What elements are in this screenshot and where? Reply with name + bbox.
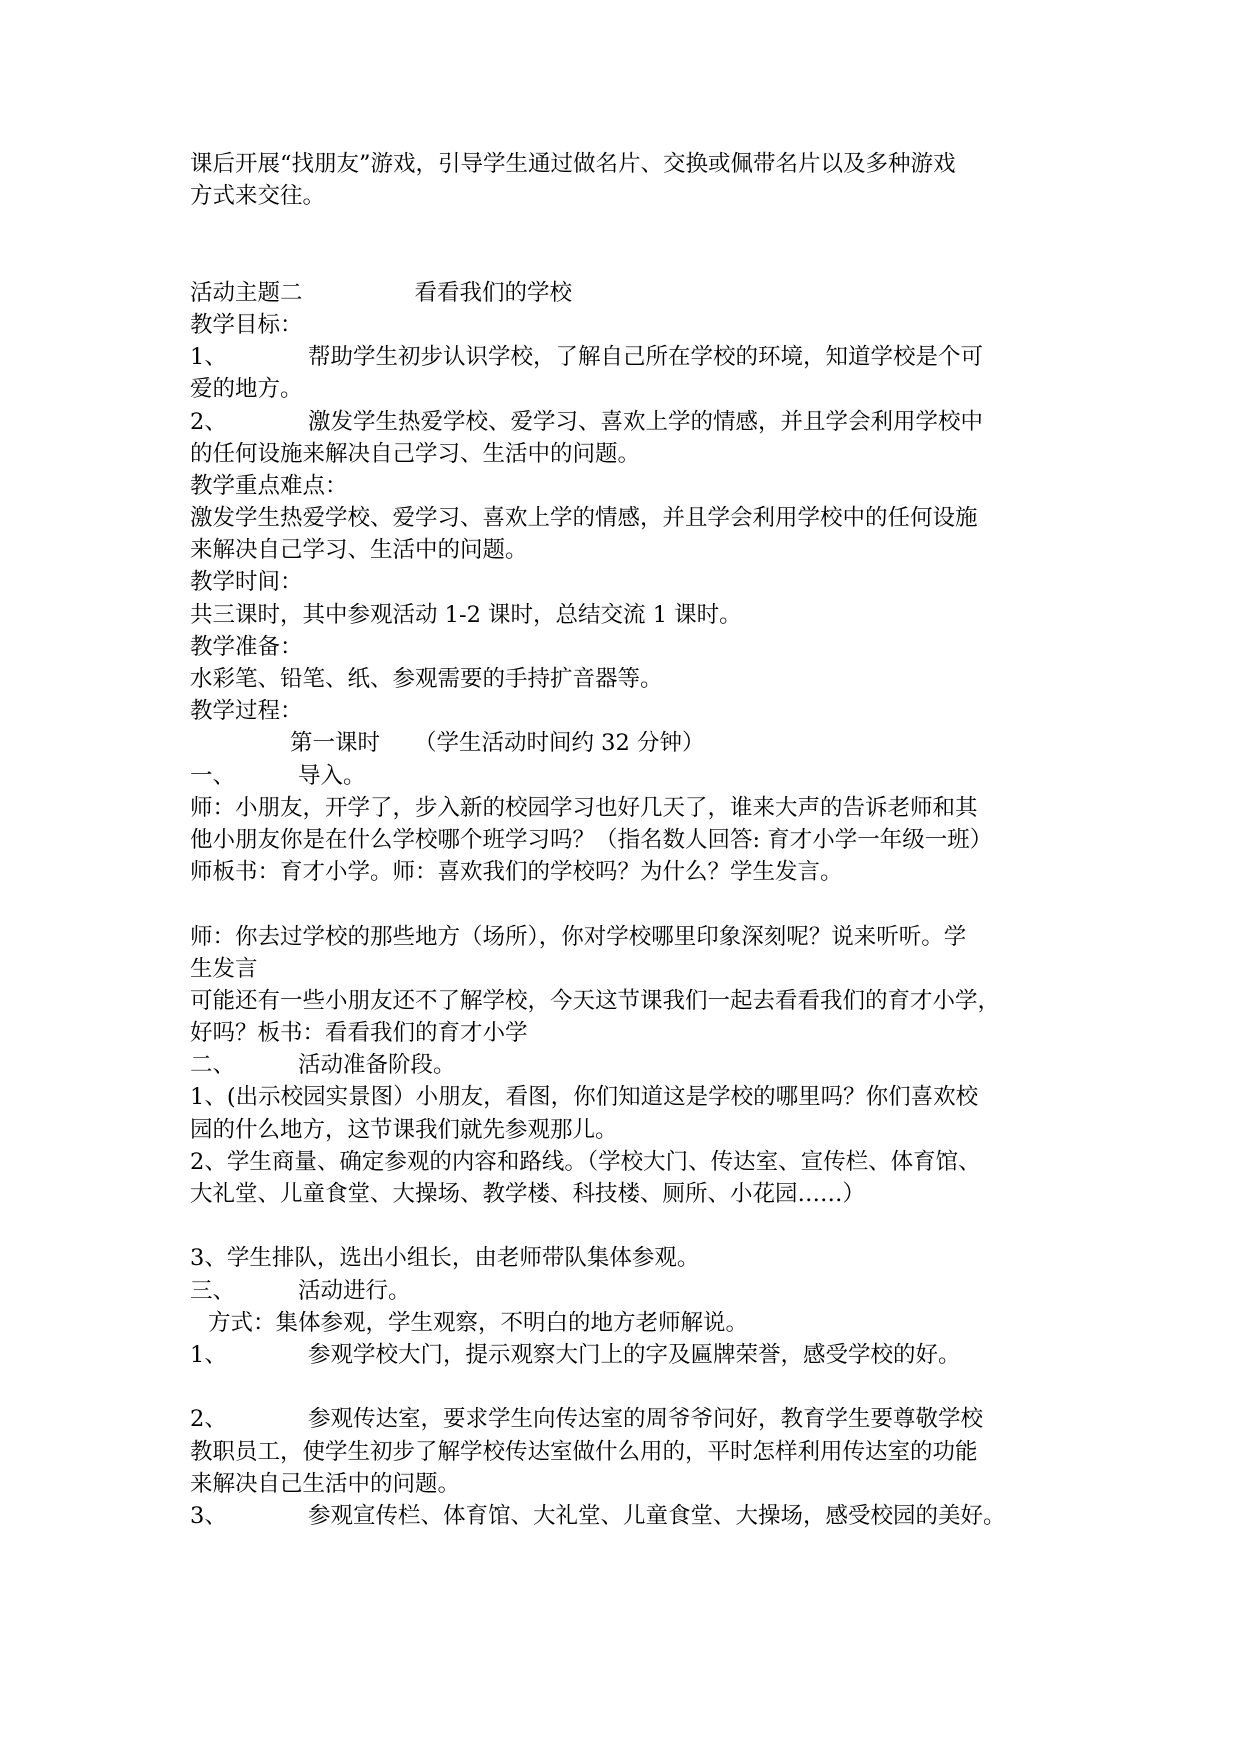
section-title: 活动进行。 [298, 1277, 411, 1304]
body-line: 园的什么地方，这节课我们就先参观那儿。 [190, 1116, 618, 1143]
process-heading: 教学过程： [190, 698, 303, 725]
section-title: 活动准备阶段。 [298, 1052, 456, 1079]
document-page [190, 148, 1070, 1532]
section-heading [190, 760, 1070, 792]
prep-text: 水彩笔、铅笔、纸、参观需要的手持扩音器等。 [190, 666, 663, 693]
visit-text: 教职员工，使学生初步了解学校传达室做什么用的，平时怎样利用传达室的功能 [190, 1438, 978, 1465]
intro-line: 课后开展“找朋友”游戏，引导学生通过做名片、交换或佩带名片以及多种游戏 [190, 151, 956, 177]
lesson-title: 第一课时 [290, 730, 381, 757]
visit-number: 2、 [190, 1406, 227, 1433]
goal-text: 爱的地方。 [190, 376, 303, 403]
section-number: 二、 [190, 1052, 236, 1079]
time-text: 共三课时，其中参观活动 1-2 课时，总结交流 1 课时。 [190, 601, 742, 628]
visit-text: 参观传达室，要求学生向传达室的周爷爷问好，教育学生要尊敬学校 [308, 1406, 984, 1433]
visit-text: 参观学校大门，提示观察大门上的字及匾牌荣誉，感受学校的好。 [308, 1341, 961, 1368]
body-line: 2、学生商量、确定参观的内容和路线。（学校大门、传达室、宣传栏、体育馆、 [190, 1148, 981, 1175]
goal-text: 的任何设施来解决自己学习、生活中的问题。 [190, 440, 641, 467]
body-line: 好吗？板书：看看我们的育才小学 [190, 1020, 528, 1047]
goal-number: 2、 [190, 408, 227, 435]
section-heading [190, 1275, 1070, 1307]
keypoints-line: 来解决自己学习、生活中的问题。 [190, 537, 528, 564]
section-heading [190, 1049, 1070, 1081]
visit-number: 1、 [190, 1341, 227, 1368]
body-line: 师板书：育才小学。师：喜欢我们的学校吗？为什么？学生发言。 [190, 859, 843, 886]
visit-text: 参观宣传栏、体育馆、大礼堂、儿童食堂、大操场，感受校园的美好。 [308, 1502, 1006, 1529]
lesson-heading [190, 727, 1070, 759]
theme-heading [190, 277, 1070, 309]
keypoints-line: 激发学生热爱学校、爱学习、喜欢上学的情感，并且学会利用学校中的任何设施 [190, 505, 978, 532]
section-number: 三、 [190, 1277, 236, 1304]
goal-item [190, 341, 1070, 373]
intro-line: 方式来交往。 [190, 183, 326, 210]
goals-heading: 教学目标： [190, 311, 303, 338]
goal-text: 帮助学生初步认识学校，了解自己所在学校的环境，知道学校是个可 [308, 344, 984, 371]
body-line: 师：你去过学校的那些地方（场所），你对学校哪里印象深刻呢？说来听听。学 [190, 923, 967, 950]
visit-item [190, 1339, 1070, 1371]
body-line: 大礼堂、儿童食堂、大操场、教学楼、科技楼、厕所、小花园……） [190, 1181, 866, 1208]
lesson-note: （学生活动时间约 32 分钟） [414, 730, 705, 757]
body-line: 可能还有一些小朋友还不了解学校，今天这节课我们一起去看看我们的育才小学， [190, 987, 1001, 1014]
body-line: 1、(出示校园实景图）小朋友，看图，你们知道这是学校的哪里吗？你们喜欢校 [190, 1084, 979, 1111]
body-line: 3、学生排队，选出小组长，由老师带队集体参观。 [190, 1245, 700, 1272]
theme-label: 活动主题二 [190, 279, 303, 306]
keypoints-heading: 教学重点难点： [190, 472, 348, 499]
goal-number: 1、 [190, 344, 227, 371]
visit-text: 来解决自己生活中的问题。 [190, 1470, 461, 1497]
prep-heading: 教学准备： [190, 633, 303, 660]
visit-number: 3、 [190, 1502, 227, 1529]
goal-text: 激发学生热爱学校、爱学习、喜欢上学的情感，并且学会利用学校中 [308, 408, 984, 435]
body-line: 师：小朋友，开学了，步入新的校园学习也好几天了，谁来大声的告诉老师和其 [190, 794, 978, 821]
method-line: 方式：集体参观，学生观察，不明白的地方老师解说。 [208, 1309, 749, 1336]
visit-item [190, 1403, 1070, 1435]
section-number: 一、 [190, 762, 236, 789]
body-line: 他小朋友你是在什么学校哪个班学习吗？（指名数人回答: 育才小学一年级一班） [190, 826, 993, 853]
goal-item [190, 406, 1070, 438]
visit-item [190, 1500, 1070, 1532]
body-line: 生发言 [190, 955, 258, 982]
theme-title: 看看我们的学校 [414, 279, 573, 306]
section-title: 导入。 [298, 762, 366, 789]
time-heading: 教学时间： [190, 569, 303, 596]
